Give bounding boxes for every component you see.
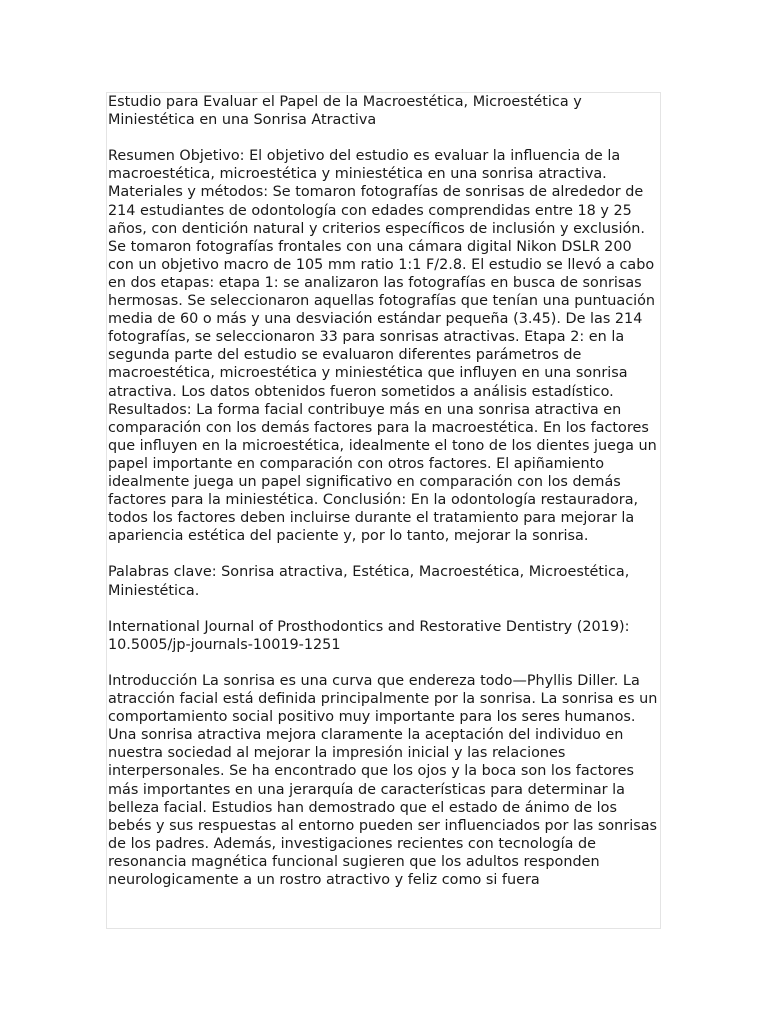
abstract-paragraph: Resumen Objetivo: El objetivo del estudio es evaluar la influencia de la macroestética, microestética y miniestética en una sonrisa atractiva. Materiales y métodos: Se tomaron fotografías de sonrisas de alrededor de 214 estudiantes de odontología con edades comprendidas entre 18 y 25 años, con dentición natural y criterios específicos de inclusión y exclusión. Se tomaron fotografías frontales con una cámara digital Nikon DSLR 200 con un objetivo macro de 105 mm ratio 1:1 F/2.8. El estudio se llevó a cabo en dos etapas: etapa 1: se analizaron las fotografías en busca de sonrisas hermosas. Se seleccionaron aquellas fotografías que tenían una puntuación media de 60 o más y una desviación estándar pequeña (3.45). De las 214 fotografías, se seleccionaron 33 para sonrisas atractivas. Etapa 2: en la segunda parte del estudio se evaluaron diferentes parámetros de macroestética, microestética y miniestética que influyen en una sonrisa atractiva. Los datos obtenidos fueron sometidos a análisis estadístico. Resultados: La forma facial contribuye más en una sonrisa atractiva en comparación con los demás factores para la macroestética. En los factores que influyen en la microestética, idealmente el tono de los dientes juega un papel importante en comparación con otros factores. El apiñamiento idealmente juega un papel significativo en comparación con los demás factores para la miniestética. Conclusión: En la odontología restauradora, todos los factores deben incluirse durante el tratamiento para mejorar la apariencia estética del paciente y, por lo tanto, mejorar la sonrisa.	[108, 148, 657, 545]
keywords-paragraph: Palabras clave: Sonrisa atractiva, Estética, Macroestética, Microestética, Miniestética.	[108, 564, 630, 599]
citation-paragraph: International Journal of Prosthodontics and Restorative Dentistry (2019): 10.5005/jp-journals-10019-1251	[108, 618, 630, 653]
document-body	[107, 93, 660, 889]
document-title: Estudio para Evaluar el Papel de la Macroestética, Microestética y Miniestética en una Sonrisa Atractiva	[108, 94, 582, 129]
introduction-paragraph: Introducción La sonrisa es una curva que endereza todo—Phyllis Diller. La atracción facial está definida principalmente por la sonrisa. La sonrisa es un comportamiento social positivo muy importante para los seres humanos. Una sonrisa atractiva mejora claramente la aceptación del individuo en nuestra sociedad al mejorar la impresión inicial y las relaciones interpersonales. Se ha encontrado que los ojos y la boca son los factores más importantes en una jerarquía de características para determinar la belleza facial. Estudios han demostrado que el estado de ánimo de los bebés y sus respuestas al entorno pueden ser influenciados por las sonrisas de los padres. Además, investigaciones recientes con tecnología de resonancia magnética funcional sugieren que los adultos responden neurologicamente a un rostro atractivo y feliz como si fuera	[108, 673, 658, 889]
document-page	[106, 92, 661, 929]
